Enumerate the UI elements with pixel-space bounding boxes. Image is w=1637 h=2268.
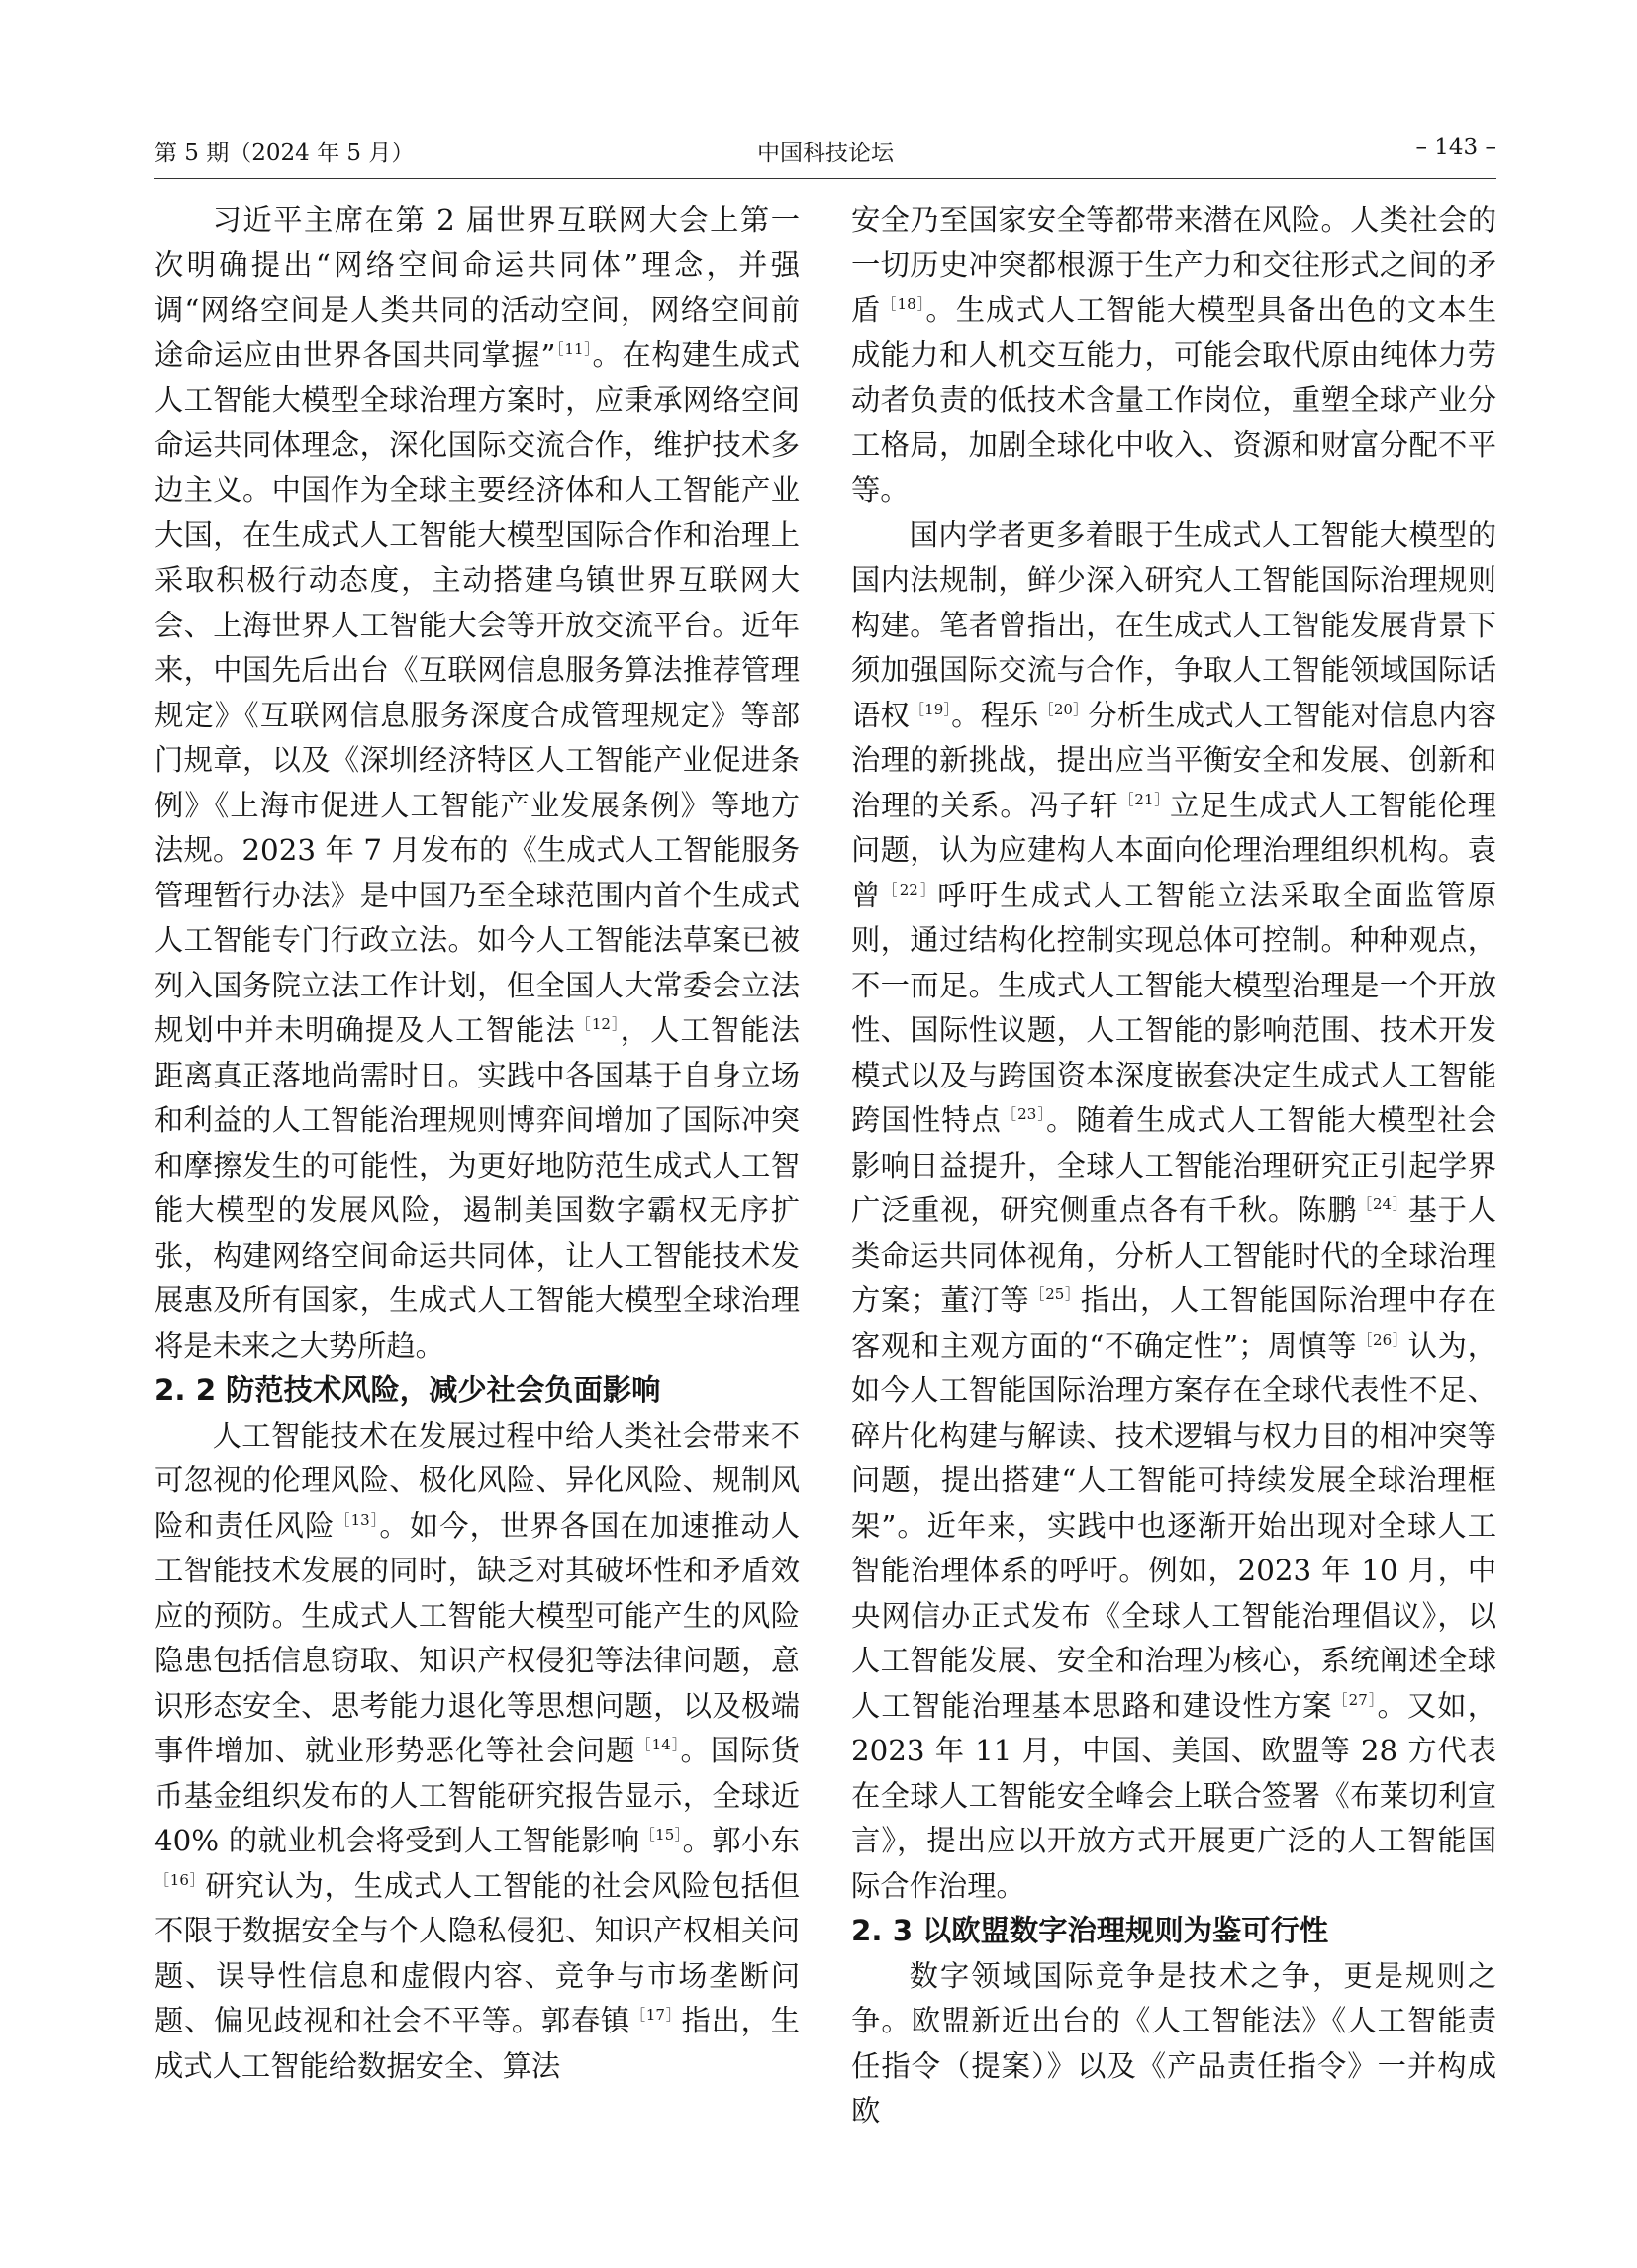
citation: ［21］	[1118, 790, 1171, 808]
citation: ［19］	[909, 700, 952, 718]
section-title: 以欧盟数字治理规则为鉴可行性	[922, 1914, 1329, 1947]
citation: ［25］	[1029, 1285, 1081, 1304]
citation: ［17］	[630, 2006, 682, 2025]
left-column	[154, 198, 801, 2083]
journal-name: 中国科技论坛	[757, 141, 894, 166]
citation: ［22］	[882, 880, 938, 898]
issue-label: 第 5 期（2024 年 5 月）	[154, 141, 415, 166]
section-heading	[851, 1909, 1496, 1954]
citation: ［27］	[1332, 1690, 1378, 1709]
citation: ［18］	[881, 295, 926, 314]
citation: ［20］	[1038, 700, 1089, 718]
citation: ［13］	[335, 1510, 380, 1529]
paragraph: 国内学者更多着眼于生成式人工智能大模型的国内法规制，鲜少深入研究人工智能国际治理规则构建。笔者曾指出，在生成式人工智能发展背景下须加强国际交流与合作，争取人工智能领域国际话语权$^{[19]}$。程乐$^{[20]}$分析生成式人工智能对信息内容治理的新挑战，提出应当平衡安全和发展、创新和治理的关系。冯子轩$^{[21]}$立足生成式人工智能伦理问题，认为应建构人本面向伦理治理组织机构。袁曾$^{[22]}$呼吁生成式人工智能立法采取全面监管原则，通过结构化控制实现总体可控制。种种观点，不一而足。生成式人工智能大模型治理是一个开放性、国际性议题，人工智能的影响范围、技术开发模式以及与跨国资本深度嵌套决定生成式人工智能跨国性特点$^{[23]}$。随着生成式人工智能大模型社会影响日益提升，全球人工智能治理研究正引起学界广泛重视，研究侧重点各有千秋。陈鹏$^{[24]}$基于人类命运共同体视角，分析人工智能时代的全球治理方案；董汀等$^{[25]}$指出，人工智能国际治理中存在客观和主观方面的“不确定性”；周慎等$^{[26]}$认为，如今人工智能国际治理方案存在全球代表性不足、碎片化构建与解读、技术逻辑与权力目的相冲突等问题，提出搭建“人工智能可持续发展全球治理框架”。近年来，实践中也逐渐开始出现对全球人工智能治理体系的呼吁。例如，2023 年 10 月，中央网信办正式发布《全球人工智能治理倡议》，以人工智能发展、安全和治理为核心，系统阐述全球人工智能治理基本思路和建设性方案$^{[27]}$。又如，2023 年 11 月，中国、美国、欧盟等 28 方代表在全球人工智能安全峰会上联合签署《布莱切利宣言》，提出应以开放方式开展更广泛的人工智能国际合作治理。	[851, 518, 1497, 1903]
page-number: – 143 –	[1415, 135, 1496, 160]
citation: ［26］	[1357, 1330, 1408, 1349]
citation: ［14］	[635, 1736, 681, 1754]
citation: ［24］	[1357, 1195, 1408, 1214]
citation: ［11］	[555, 339, 593, 358]
citation: ［23］	[1002, 1105, 1046, 1124]
header-rule	[154, 178, 1496, 179]
section-number: 2. 2	[154, 1373, 217, 1407]
paragraph: 习近平主席在第 2 届世界互联网大会上第一次明确提出“网络空间命运共同体”理念，并强调“网络空间是人类共同的活动空间，网络空间前途命运应由世界各国共同掌握”$^{[11]}$。在构建生成式人工智能大模型全球治理方案时，应秉承网络空间命运共同体理念，深化国际交流合作，维护技术多边主义。中国作为全球主要经济体和人工智能产业大国，在生成式人工智能大模型国际合作和治理上采取积极行动态度，主动搭建乌镇世界互联网大会、上海世界人工智能大会等开放交流平台。近年来，中国先后出台《互联网信息服务算法推荐管理规定》《互联网信息服务深度合成管理规定》等部门规章，以及《深圳经济特区人工智能产业促进条例》《上海市促进人工智能产业发展条例》等地方法规。2023 年 7 月发布的《生成式人工智能服务管理暂行办法》是中国乃至全球范围内首个生成式人工智能专门行政立法。如今人工智能法草案已被列入国务院立法工作计划，但全国人大常委会立法规划中并未明确提及人工智能法$^{[12]}$，人工智能法距离真正落地尚需时日。实践中各国基于自身立场和利益的人工智能治理规则博弈间增加了国际冲突和摩擦发生的可能性，为更好地防范生成式人工智能大模型的发展风险，遏制美国数字霸权无序扩张，构建网络空间命运共同体，让人工智能技术发展惠及所有国家，生成式人工智能大模型全球治理将是未来之大势所趋。	[154, 203, 801, 1363]
section-number: 2. 3	[851, 1914, 914, 1947]
running-header	[154, 135, 1496, 174]
citation: ［16］	[154, 1870, 206, 1889]
paragraph: 人工智能技术在发展过程中给人类社会带来不可忽视的伦理风险、极化风险、异化风险、规制风险和责任风险$^{[13]}$。如今，世界各国在加速推动人工智能技术发展的同时，缺乏对其破坏性和矛盾效应的预防。生成式人工智能大模型可能产生的风险隐患包括信息窃取、知识产权侵犯等法律问题，意识形态安全、思考能力退化等思想问题，以及极端事件增加、就业形势恶化等社会问题$^{[14]}$。国际货币基金组织发布的人工智能研究报告显示，全球近 40% 的就业机会将受到人工智能影响$^{[15]}$。郭小东$^{[16]}$研究认为，生成式人工智能的社会风险包括但不限于数据安全与个人隐私侵犯、知识产权相关问题、误导性信息和虚假内容、竞争与市场垄断问题、偏见歧视和社会不平等。郭春镇$^{[17]}$指出，生成式人工智能给数据安全、算法	[154, 1418, 801, 2083]
paragraph: 数字领域国际竞争是技术之争，更是规则之争。欧盟新近出台的《人工智能法》《人工智能责任指令（提案）》以及《产品责任指令》一并构成欧	[851, 1958, 1496, 2127]
section-heading	[154, 1369, 800, 1414]
citation: ［15］	[639, 1826, 683, 1844]
paragraph: 安全乃至国家安全等都带来潜在风险。人类社会的一切历史冲突都根源于生产力和交往形式之间的矛盾$^{[18]}$。生成式人工智能大模型具备出色的文本生成能力和人机交互能力，可能会取代原由纯体力劳动者负责的低技术含量工作岗位，重塑全球产业分工格局，加剧全球化中收入、资源和财富分配不平等。	[851, 203, 1497, 507]
citation: ［12］	[575, 1015, 621, 1034]
section-title: 防范技术风险，减少社会负面影响	[226, 1373, 661, 1407]
right-column	[851, 198, 1497, 2127]
